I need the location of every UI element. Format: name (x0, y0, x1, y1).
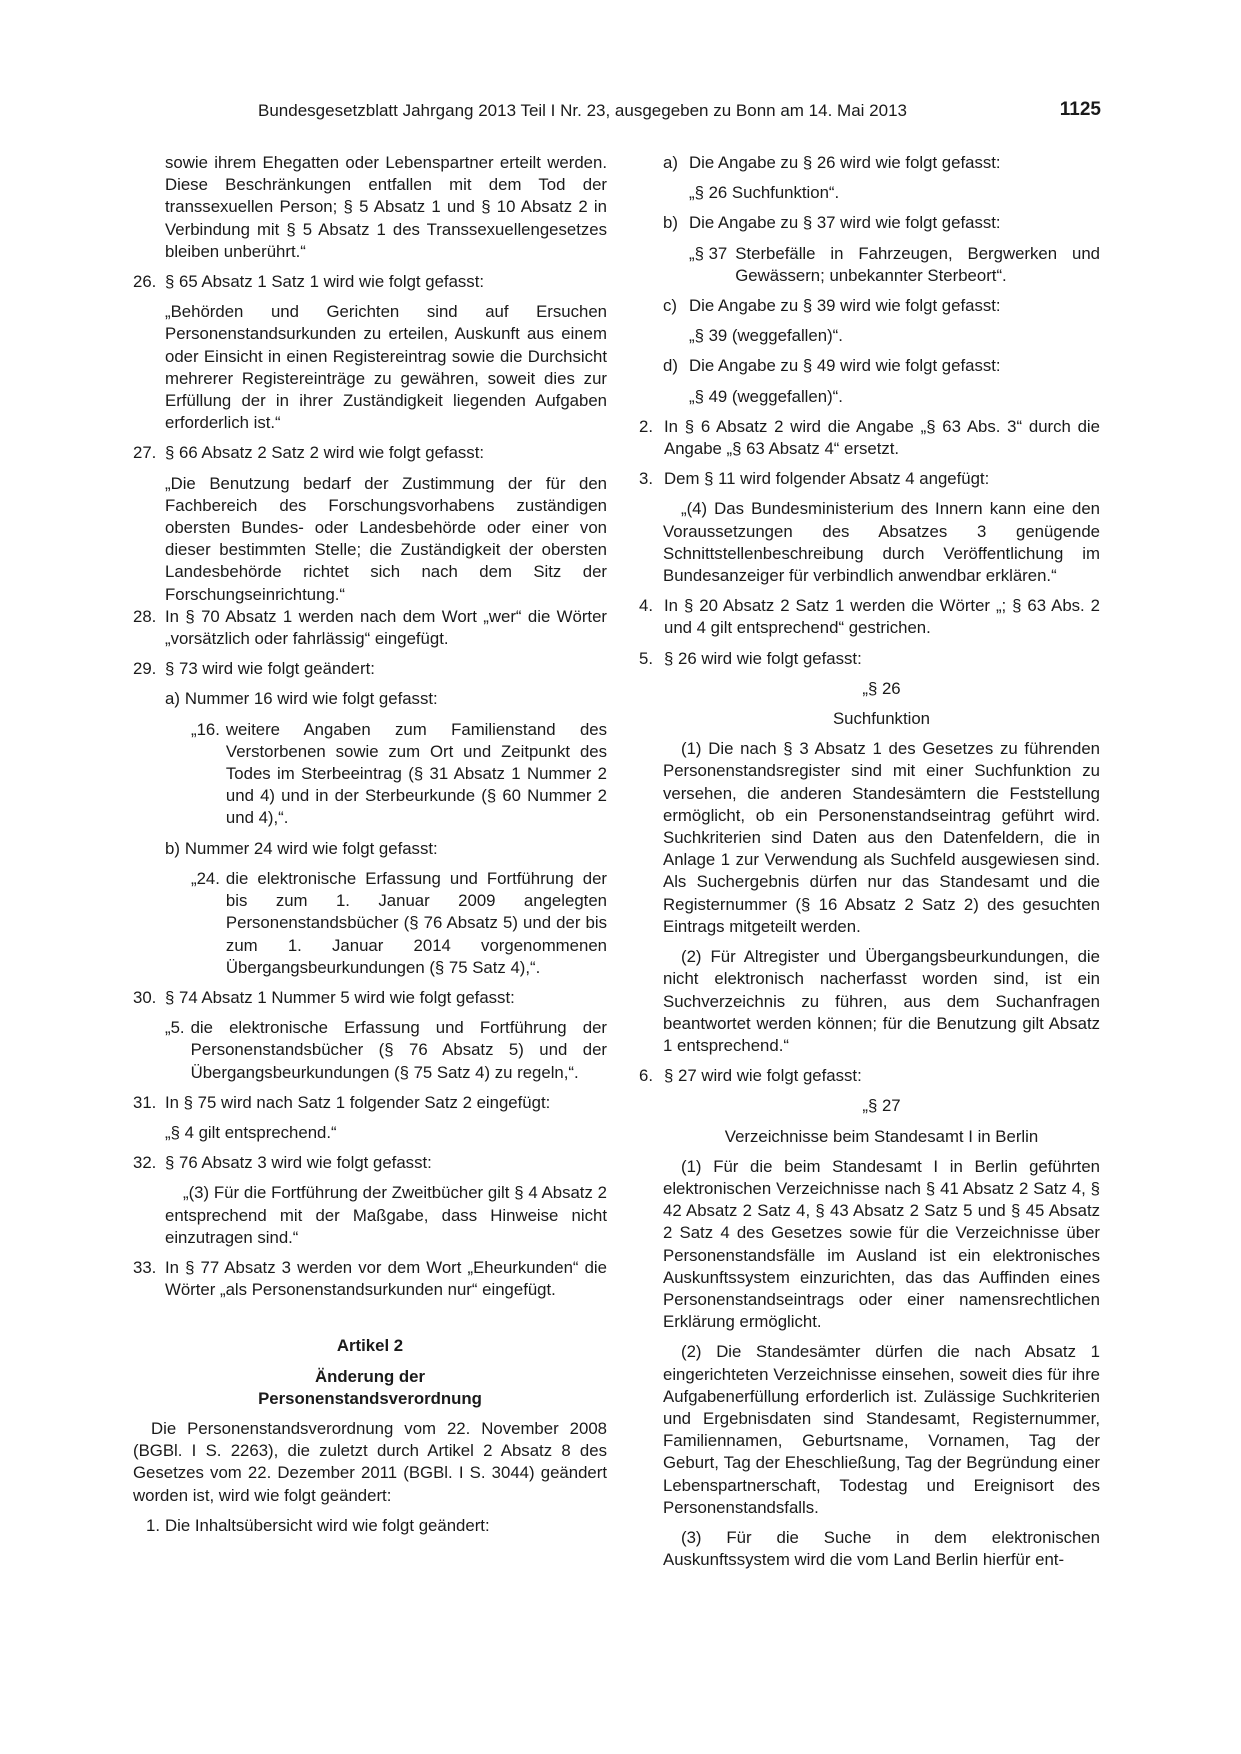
item-number: 6. (639, 1066, 653, 1086)
sub-item-d (663, 355, 1100, 377)
sub-label: d) (663, 356, 678, 376)
item-text: § 76 Absatz 3 wird wie folgt gefasst: (165, 1153, 432, 1173)
paragraph-27-3: (3) Für die Suche in dem elektronischen Auskunftssystem wird die vom Land Berlin hierfür ent- (663, 1527, 1100, 1570)
quote-text: die elektronische Erfassung und Fortführung der Personenstandsbücher (§ 76 Absatz 5) und der Übergangsbeurkundungen (§ 75 Satz 4) zu regeln,“. (190, 1018, 607, 1082)
item-text: In § 20 Absatz 2 Satz 1 werden die Wörter „; § 63 Abs. 2 und 4 gilt entsprechend“ gestrichen. (664, 596, 1100, 638)
right-column (639, 152, 1100, 1571)
paragraph-26-1: (1) Die nach § 3 Absatz 1 des Gesetzes zu führenden Personenstandsregister sind mit einer Suchfunktion zu versehen, die anderen Standesämtern die Feststellung ermöglicht, ob ein Personenstandseintrag geführt wird. Suchkriterien sind Daten aus den Datenfeldern, die in Anlage 1 zur Verwendung als Suchfeld ausgewiesen sind. Als Suchergebnis dürfen nur das Standesamt und die Registernummer (§ 16 Absatz 2 Satz 2) des gesuchten Eintrags mitgeteilt werden. (663, 739, 1100, 936)
item-number: 26. (133, 272, 157, 292)
list-item-33 (133, 1257, 607, 1301)
list-item-5 (639, 648, 1100, 670)
item-number: 3. (639, 469, 653, 489)
item-text: In § 70 Absatz 1 werden nach dem Wort „wer“ die Wörter „vorsätzlich oder fahrlässig“ eingefügt. (165, 606, 607, 649)
quote-29b (133, 868, 607, 979)
quote-text: die elektronische Erfassung und Fortführung der bis zum 1. Januar 2009 angelegten Personenstandsbücher (§ 76 Absatz 5) und der bis zum 1. Januar 2014 vorgenommenen Übergangsbeurkundungen (§ 75 Satz 4),“. (225, 868, 607, 977)
list-item-27 (133, 442, 607, 464)
article-2-title: Artikel 2 (336, 1336, 404, 1356)
page-header (258, 101, 1101, 127)
paragraph-27-2: (2) Die Standesämter dürfen die nach Absatz 1 eingerichteten Verzeichnisse einsehen, soweit dies für ihre Aufgabenerfüllung erforderlich ist. Zulässige Suchkriterien und Ergebnisdaten sind Standesamt, Registernummer, Familiennamen, Geburtsname, Vornamen, Tag der Geburt, Tag der Eheschließung, Tag der Begründung einer Lebenspartnerschaft, Todestag und Ereignisort des Personenstandsfalls. (663, 1342, 1100, 1517)
quote-number: „16. (191, 719, 220, 739)
item-number: 27. (133, 443, 157, 463)
item-number: 33. (133, 1257, 157, 1277)
quote-27: „Die Benutzung bedarf der Zustimmung der für den Fachbereich des Forschungsvorhabens zuständigen obersten Bundes- oder Landesbehörde oder einer von dieser bestimmten Stelle; die Zuständigkeit der obersten Landesbehörde richtet sich nach dem Sitz der Forschungseinrichtung.“ (165, 473, 607, 604)
quote-29a (133, 719, 607, 830)
quote-text: Sterbefälle in Fahrzeugen, Bergwerken und Gewässern; unbekannter Sterbeort“. (735, 243, 1100, 285)
sub-text: Die Angabe zu § 26 wird wie folgt gefasst: (689, 153, 1001, 172)
item-number: 32. (133, 1153, 157, 1173)
item-text: In § 75 wird nach Satz 1 folgender Satz 2 eingefügt: (165, 1092, 551, 1112)
item-text: § 65 Absatz 1 Satz 1 wird wie folgt gefasst: (165, 272, 485, 292)
list-item-26 (133, 271, 607, 293)
sub-text: Nummer 24 wird wie folgt gefasst: (184, 838, 438, 858)
page-number: 1125 (1059, 99, 1101, 120)
list-item-32 (133, 1152, 607, 1174)
quote-number: „24. (191, 868, 220, 888)
quote-32: „(3) Für die Fortführung der Zweitbücher gilt § 4 Absatz 2 entsprechend mit der Maßgabe, dass Hinweise nicht einzutragen sind.“ (165, 1183, 607, 1247)
quote-30 (133, 1017, 607, 1084)
paragraph-26-2: (2) Für Altregister und Übergangsbeurkundungen, die nicht elektronisch nacherfasst worden sind, ist ein Suchverzeichnis zu führen, aus dem Suchanfragen beantwortet werden können; für die Benutzung gilt Absatz 1 entsprechend.“ (663, 947, 1100, 1055)
item-number: 30. (133, 987, 157, 1007)
article-2-subtitle-1: Änderung der (314, 1366, 425, 1386)
item-text: In § 77 Absatz 3 werden vor dem Wort „Eheurkunden“ die Wörter „als Personenstandsurkunden nur“ eingefügt. (165, 1257, 607, 1300)
item-number: 5. (639, 648, 653, 668)
quote-d: „§ 49 (weggefallen)“. (689, 386, 843, 406)
sub-label: c) (663, 296, 677, 316)
list-item-30 (133, 987, 607, 1009)
quote-3: „(4) Das Bundesministerium des Innern kann eine den Voraussetzungen des Absatzes 3 genügende Schnittstellenbeschreibung durch Veröffentlichung im Bundesanzeiger für verbindlich anwendbar erklären.“ (663, 499, 1100, 586)
list-item-2 (639, 416, 1100, 460)
quote-lead: „§ 37 (689, 243, 728, 263)
paragraph-26-head: „§ 26 (862, 678, 901, 698)
header-title: Bundesgesetzblatt Jahrgang 2013 Teil I Nr. 23, ausgegeben zu Bonn am 14. Mai 2013 (258, 101, 907, 120)
left-column (133, 152, 607, 1537)
item-text: § 66 Absatz 2 Satz 2 wird wie folgt gefasst: (165, 443, 485, 463)
item-text: § 26 wird wie folgt gefasst: (664, 648, 862, 668)
item-number: 2. (639, 416, 653, 436)
list-item-a1 (133, 1515, 607, 1537)
list-item-6 (639, 1065, 1100, 1087)
intro-paragraph: sowie ihrem Ehegatten oder Lebenspartner erteilt werden. Diese Beschränkungen entfallen mit dem Tod der transsexuellen Person; § 5 Absatz 1 und § 10 Absatz 2 in Verbindung mit § 5 Absatz 1 des Transsexuellengesetzes bleiben unberührt.“ (165, 153, 607, 261)
item-text: Dem § 11 wird folgender Absatz 4 angefügt: (664, 469, 990, 489)
sub-item-c (663, 295, 1100, 317)
item-number: 29. (133, 659, 157, 679)
list-item-28 (133, 606, 607, 650)
paragraph-27-1: (1) Für die beim Standesamt I in Berlin geführten elektronischen Verzeichnisse nach § 41 Absatz 2 Satz 4, § 42 Absatz 2 Satz 4, § 43 Absatz 2 Satz 5 und § 45 Absatz 2 Satz 4 des Gesetzes sowie für die Verzeichnisse über Personenstandsfälle im Ausland ist ein elektronisches Auskunftssystem einzurichten, das das Auffinden eines Personenstandseintrags oder einer namensrechtlichen Erklärung ermöglicht. (663, 1156, 1100, 1332)
sub-text: Die Angabe zu § 39 wird wie folgt gefasst: (689, 296, 1001, 316)
sub-item-29a (133, 688, 607, 710)
quote-number: „5. (165, 1018, 185, 1038)
article-2-intro: Die Personenstandsverordnung vom 22. November 2008 (BGBl. I S. 2263), die zuletzt durch Artikel 2 Absatz 8 des Gesetzes vom 22. Dezember 2011 (BGBl. I S. 3044) geändert worden ist, wird wie folgt geändert: (133, 1418, 607, 1505)
item-number: 28. (133, 606, 157, 626)
sub-item-29b (133, 838, 607, 860)
sub-label: a) (165, 689, 180, 709)
quote-31: „§ 4 gilt entsprechend.“ (165, 1122, 337, 1142)
item-number: 31. (133, 1092, 157, 1112)
sub-item-a (663, 152, 1100, 174)
paragraph-27-head: „§ 27 (862, 1096, 901, 1116)
article-2-subtitle-2: Personenstandsverordnung (258, 1388, 482, 1408)
list-item-3 (639, 468, 1100, 490)
item-text: Die Inhaltsübersicht wird wie folgt geändert: (165, 1515, 490, 1535)
sub-text: Nummer 16 wird wie folgt gefasst: (184, 689, 438, 709)
item-text: § 27 wird wie folgt gefasst: (664, 1066, 862, 1086)
list-item-29 (133, 658, 607, 680)
list-item-4 (639, 595, 1100, 639)
paragraph-26-title: Suchfunktion (832, 709, 931, 729)
item-text: § 74 Absatz 1 Nummer 5 wird wie folgt gefasst: (165, 987, 515, 1007)
item-text: In § 6 Absatz 2 wird die Angabe „§ 63 Abs. 3“ durch die Angabe „§ 63 Absatz 4“ ersetzt. (664, 416, 1100, 459)
sub-text: Die Angabe zu § 37 wird wie folgt gefasst: (689, 213, 1001, 233)
item-number: 4. (639, 596, 653, 616)
sub-label: a) (663, 153, 678, 172)
list-item-31 (133, 1092, 607, 1114)
quote-a: „§ 26 Suchfunktion“. (689, 183, 840, 203)
sub-label: b) (663, 213, 678, 233)
quote-c: „§ 39 (weggefallen)“. (689, 326, 843, 346)
sub-item-b (663, 212, 1100, 234)
quote-b (663, 243, 1100, 287)
paragraph-27-title: Verzeichnisse beim Standesamt I in Berlin (724, 1126, 1039, 1146)
sub-text: Die Angabe zu § 49 wird wie folgt gefasst: (689, 356, 1001, 376)
quote-26: „Behörden und Gerichten sind auf Ersuchen Personenstandsurkunden zu erteilen, Auskunft aus einem oder Einsicht in einen Registereintrag sowie die Durchsicht mehrerer Registereinträge zu gewähren, soweit dies zur Erfüllung der in ihrer Zuständigkeit liegenden Aufgaben erforderlich ist.“ (165, 302, 607, 433)
sub-label: b) (165, 838, 180, 858)
item-number: 1. (146, 1515, 160, 1535)
quote-text: weitere Angaben zum Familienstand des Verstorbenen sowie zum Ort und Zeitpunkt des Todes im Sterbeeintrag (§ 31 Absatz 1 Nummer 2 und 4) und in der Sterbeurkunde (§ 60 Nummer 2 und 4),“. (225, 719, 607, 828)
item-text: § 73 wird wie folgt geändert: (165, 659, 375, 679)
